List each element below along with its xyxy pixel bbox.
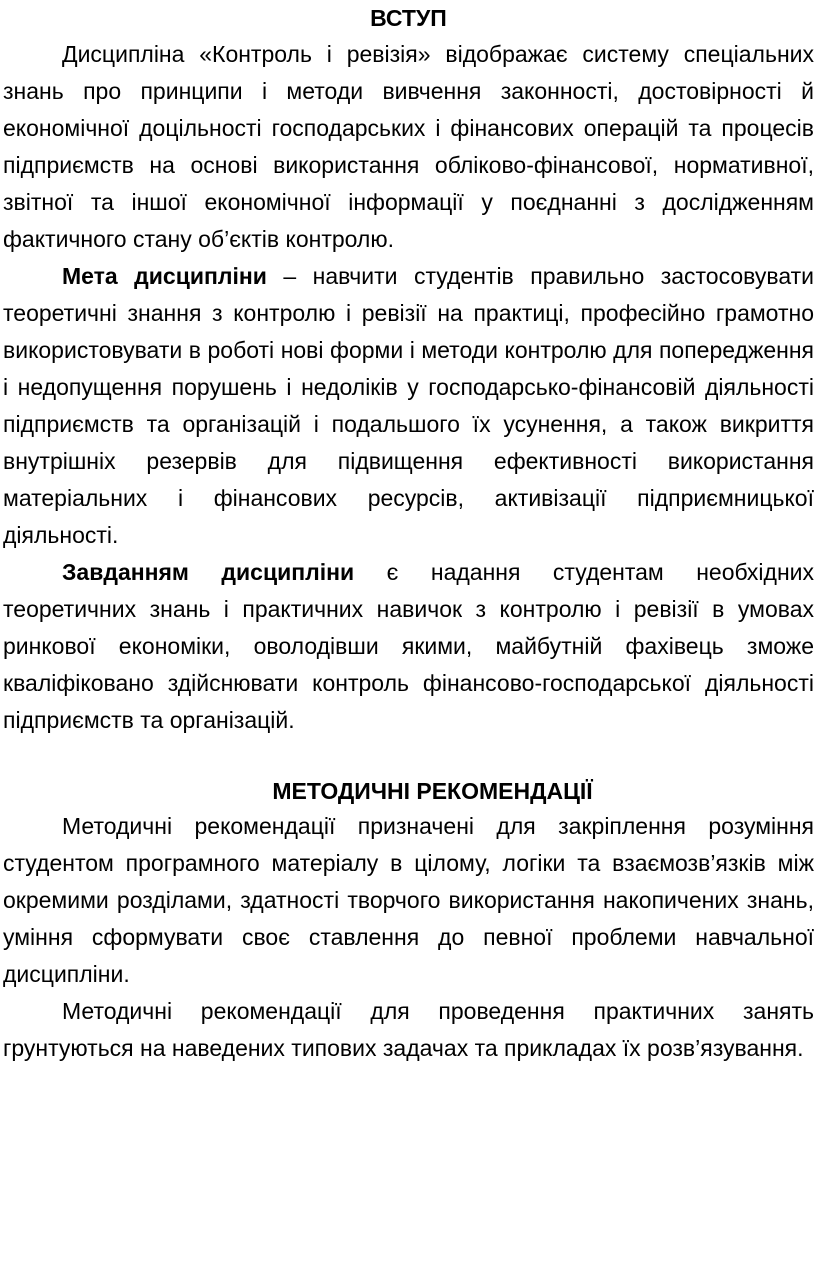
goal-label: Мета дисципліни: [62, 263, 267, 289]
intro-heading: ВСТУП: [370, 5, 447, 31]
methodical-paragraph-2: Методичні рекомендації для проведення практичних занять грунтуються на наведених типових задачах та прикладах їх розв’язування.: [3, 998, 814, 1061]
goal-text: – навчити студентів правильно застосовувати теоретичні знання з контролю і ревізії на практиці, професійно грамотно використовувати в роботі нові форми і методи контролю для попередження і недопущення порушень і недоліків у господарсько-фінансовій діяльності підприємств та організацій і подальшого їх усунення, а також викриття внутрішніх резервів для підвищення ефективності використання матеріальних і фінансових ресурсів, активізації підприємницької діяльності.: [3, 263, 814, 548]
methodical-paragraph-1: Методичні рекомендації призначені для закріплення розуміння студентом програмного матеріалу в цілому, логіки та взаємозв’язків між окремими розділами, здатності творчого використання накопичених знань, уміння сформувати своє ставлення до певної проблеми навчальної дисципліни.: [3, 813, 814, 987]
task-paragraph: [3, 554, 814, 739]
intro-paragraph: Дисципліна «Контроль і ревізія» відображає систему спеціальних знань про принципи і методи вивчення законності, достовірності й економічної доцільності господарських і фінансових операцій та процесів підприємств на основі використання обліково-фінансової, нормативної, звітної та іншої економічної інформації у поєднанні з дослідженням фактичного стану об’єктів контролю.: [3, 41, 814, 252]
goal-paragraph: [3, 258, 814, 554]
task-label: Завданням дисципліни: [62, 559, 355, 585]
task-text: є надання студентам необхідних теоретичних знань і практичних навичок з контролю і ревізії в умовах ринкової економіки, оволодівши якими, майбутній фахівець зможе кваліфіковано здійснювати контроль фінансово-господарської діяльності підприємств та організацій.: [3, 559, 814, 733]
methodical-heading: МЕТОДИЧНІ РЕКОМЕНДАЦІЇ: [272, 778, 593, 804]
